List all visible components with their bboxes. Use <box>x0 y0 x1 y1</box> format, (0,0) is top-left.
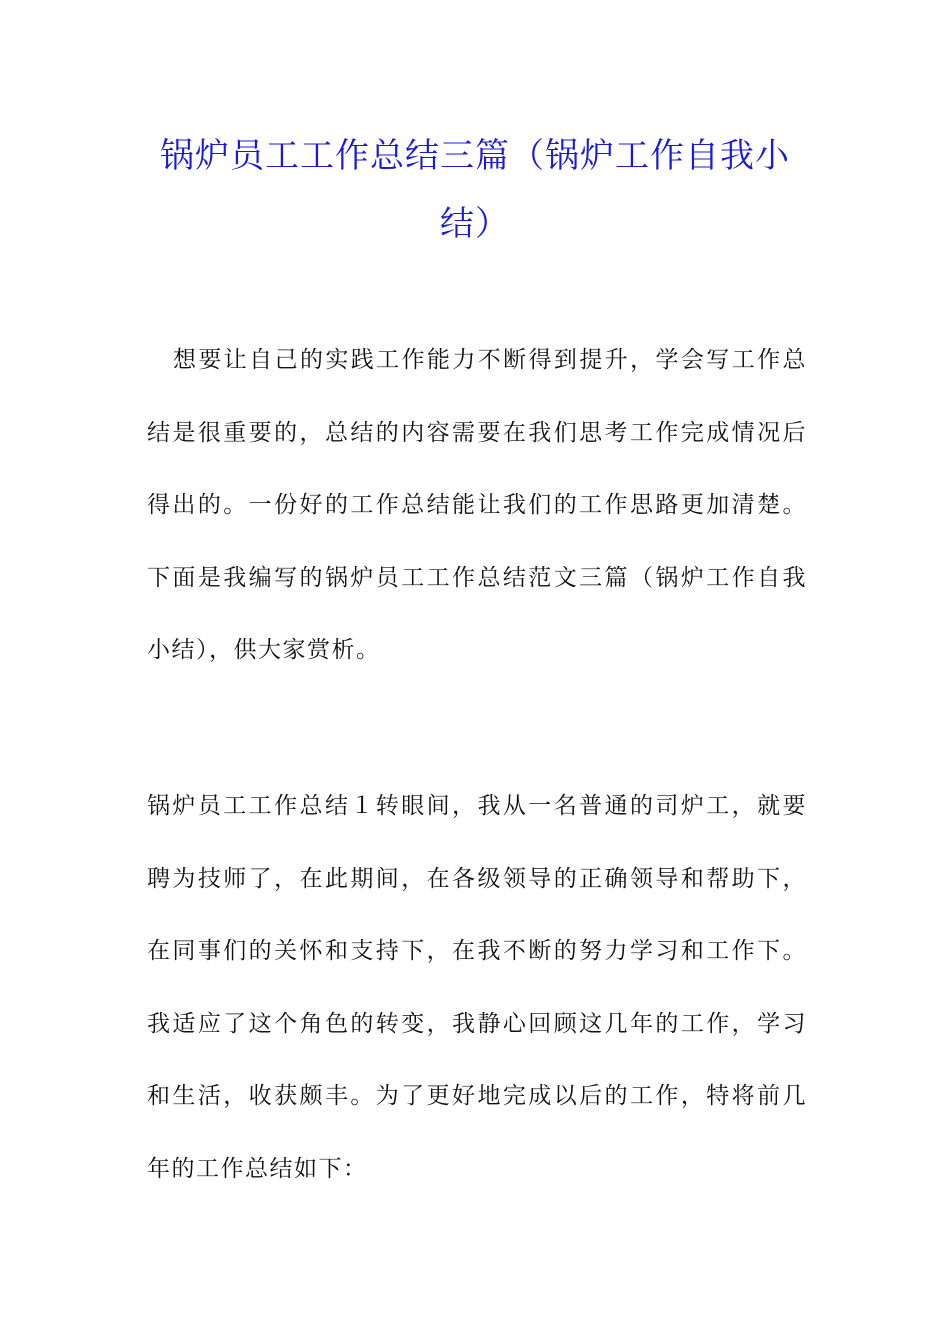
intro-paragraph: 想要让自己的实践工作能力不断得到提升，学会写工作总结是很重要的，总结的内容需要在我们思考工作完成情况后得出的。一份好的工作总结能让我们的工作思路更加清楚。下面是我编写的锅炉员工工作总结范文三篇（锅炉工作自我小结），供大家赏析。 <box>147 347 807 663</box>
document-title: 锅炉员工工作总结三篇（锅炉工作自我小结） <box>160 136 790 244</box>
body-paragraph: 锅炉员工工作总结１转眼间，我从一名普通的司炉工，就要聘为技师了，在此期间，在各级领导的正确领导和帮助下，在同事们的关怀和支持下，在我不断的努力学习和工作下。我适应了这个角色的转变，我静心回顾这几年的工作，学习和生活，收获颇丰。为了更好地完成以后的工作，特将前几年的工作总结如下： <box>147 793 807 1182</box>
